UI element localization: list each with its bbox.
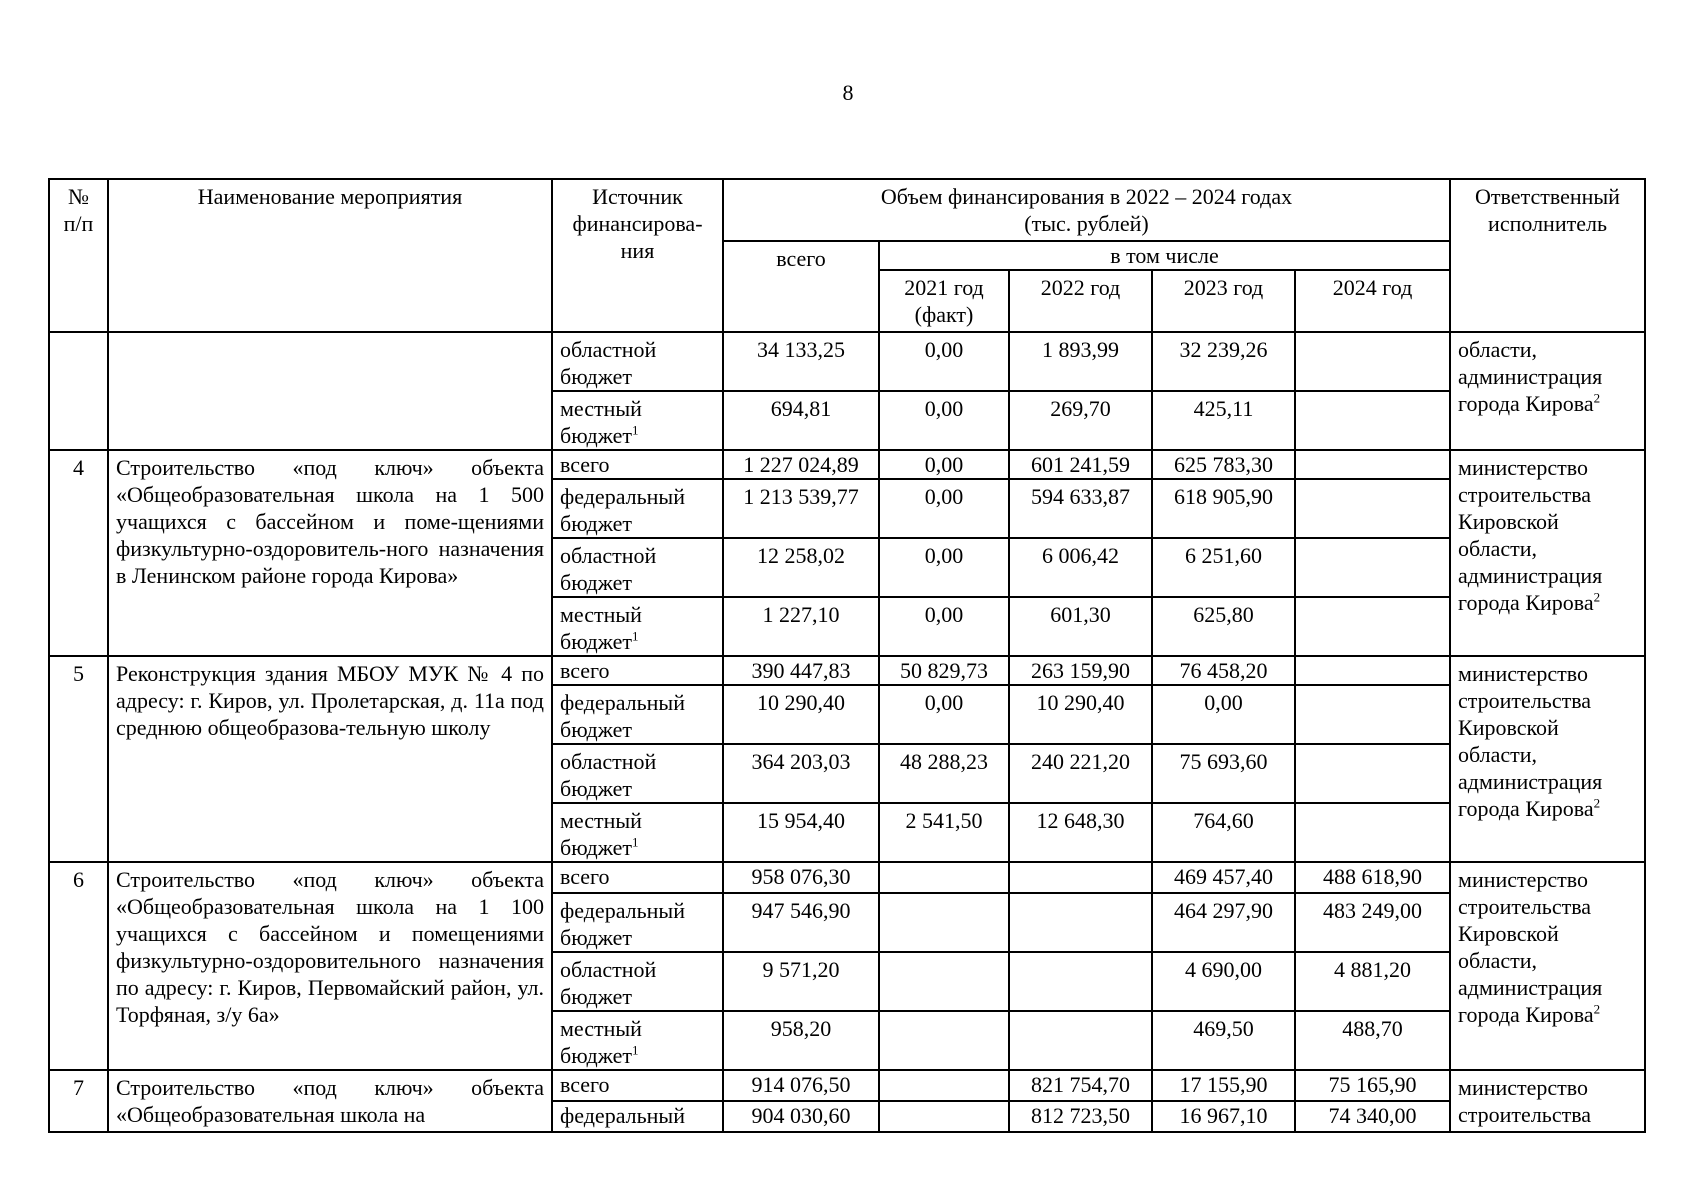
amount-y2024	[1295, 332, 1450, 391]
executor-text: министерство строительства	[1458, 1075, 1592, 1127]
table-row	[49, 332, 1645, 391]
amount-y2021: 48 288,23	[879, 744, 1009, 803]
amount-y2022: 6 006,42	[1009, 538, 1152, 597]
funding-source	[552, 803, 723, 862]
footnote-mark: 2	[1593, 1001, 1601, 1017]
amount-y2022: 10 290,40	[1009, 685, 1152, 744]
amount-total: 914 076,50	[723, 1070, 879, 1101]
funding-source-label: местный бюджет	[560, 1016, 642, 1068]
amount-y2023: 625,80	[1152, 597, 1295, 656]
amount-y2021	[879, 1011, 1009, 1070]
amount-y2022: 601,30	[1009, 597, 1152, 656]
amount-y2022: 269,70	[1009, 391, 1152, 450]
amount-y2023: 764,60	[1152, 803, 1295, 862]
amount-y2021: 50 829,73	[879, 656, 1009, 685]
amount-y2024: 74 340,00	[1295, 1101, 1450, 1132]
header-year-2023: 2023 год	[1152, 270, 1295, 332]
amount-y2024	[1295, 597, 1450, 656]
amount-y2021: 0,00	[879, 597, 1009, 656]
responsible-executor	[1450, 862, 1645, 1070]
amount-total: 904 030,60	[723, 1101, 879, 1132]
amount-total: 1 227 024,89	[723, 450, 879, 479]
executor-text: министерство строительства Кировской области, администрация города Кирова	[1458, 661, 1603, 821]
table-row	[49, 1070, 1645, 1101]
amount-total: 1 213 539,77	[723, 479, 879, 538]
item-number: 6	[49, 862, 108, 1070]
funding-source	[552, 332, 723, 391]
item-number: 7	[49, 1070, 108, 1132]
funding-source-label: федеральный бюджет	[560, 690, 685, 742]
item-name	[108, 332, 552, 450]
funding-source	[552, 538, 723, 597]
funding-source-label: всего	[560, 1072, 610, 1097]
header-year-2021: 2021 год (факт)	[879, 270, 1009, 332]
funding-source-label: всего	[560, 864, 610, 889]
amount-total: 15 954,40	[723, 803, 879, 862]
amount-y2021: 0,00	[879, 685, 1009, 744]
item-name: Строительство «под ключ» объекта «Общеобразовательная школа на 1 100 учащихся с бассейном и помещениями физкультурно-оздоровительного назначения по адресу: г. Киров, Первомайский район, ул. Торфяная, з/у 6а»	[108, 862, 552, 1070]
item-number	[49, 332, 108, 450]
funding-source	[552, 862, 723, 893]
header-num: № п/п	[49, 179, 108, 332]
funding-source-label: федеральный бюджет	[560, 898, 685, 950]
header-year-2022: 2022 год	[1009, 270, 1152, 332]
funding-source-label: областной бюджет	[560, 337, 657, 389]
amount-y2023: 0,00	[1152, 685, 1295, 744]
amount-y2022: 263 159,90	[1009, 656, 1152, 685]
amount-y2021: 2 541,50	[879, 803, 1009, 862]
funding-source-label: местный бюджет	[560, 396, 642, 448]
header-executor: Ответственный исполнитель	[1450, 179, 1645, 332]
amount-y2023: 425,11	[1152, 391, 1295, 450]
responsible-executor	[1450, 332, 1645, 450]
footnote-mark: 2	[1593, 589, 1601, 605]
funding-source-label: местный бюджет	[560, 602, 642, 654]
header-year-2024: 2024 год	[1295, 270, 1450, 332]
header-including: в том числе	[879, 241, 1450, 270]
item-name: Реконструкция здания МБОУ МУК № 4 по адресу: г. Киров, ул. Пролетарская, д. 11а под среднюю общеобразова-тельную школу	[108, 656, 552, 862]
amount-y2021: 0,00	[879, 332, 1009, 391]
amount-y2021	[879, 1070, 1009, 1101]
item-name: Строительство «под ключ» объекта «Общеобразовательная школа на	[108, 1070, 552, 1132]
amount-total: 9 571,20	[723, 952, 879, 1011]
amount-y2021	[879, 862, 1009, 893]
executor-text: области, администрация города Кирова	[1458, 337, 1603, 416]
funding-source-label: федеральный	[560, 1103, 685, 1128]
amount-y2021: 0,00	[879, 450, 1009, 479]
amount-y2022	[1009, 1011, 1152, 1070]
amount-total: 12 258,02	[723, 538, 879, 597]
financing-table	[48, 178, 1646, 1133]
funding-source-label: областной бюджет	[560, 543, 657, 595]
amount-y2023: 469 457,40	[1152, 862, 1295, 893]
amount-total: 958,20	[723, 1011, 879, 1070]
amount-y2024	[1295, 450, 1450, 479]
amount-y2022: 821 754,70	[1009, 1070, 1152, 1101]
funding-source-label: областной бюджет	[560, 957, 657, 1009]
funding-source-label: местный бюджет	[560, 808, 642, 860]
amount-y2022	[1009, 893, 1152, 952]
amount-total: 10 290,40	[723, 685, 879, 744]
amount-y2021	[879, 893, 1009, 952]
table-row	[49, 862, 1645, 893]
footnote-mark: 1	[632, 1042, 639, 1058]
page-number: 8	[842, 80, 854, 105]
item-number: 5	[49, 656, 108, 862]
funding-source	[552, 1070, 723, 1101]
amount-y2024	[1295, 744, 1450, 803]
amount-y2024: 488 618,90	[1295, 862, 1450, 893]
amount-y2023: 618 905,90	[1152, 479, 1295, 538]
amount-y2022: 601 241,59	[1009, 450, 1152, 479]
amount-y2023: 464 297,90	[1152, 893, 1295, 952]
item-number: 4	[49, 450, 108, 656]
responsible-executor	[1450, 1070, 1645, 1132]
amount-y2021: 0,00	[879, 391, 1009, 450]
executor-text: министерство строительства Кировской области, администрация города Кирова	[1458, 867, 1603, 1027]
amount-y2022: 594 633,87	[1009, 479, 1152, 538]
funding-source-label: областной бюджет	[560, 749, 657, 801]
funding-source	[552, 479, 723, 538]
amount-y2024: 75 165,90	[1295, 1070, 1450, 1101]
amount-total: 694,81	[723, 391, 879, 450]
amount-y2023: 32 239,26	[1152, 332, 1295, 391]
amount-y2023: 4 690,00	[1152, 952, 1295, 1011]
amount-y2024	[1295, 538, 1450, 597]
funding-source	[552, 685, 723, 744]
footnote-mark: 1	[632, 422, 639, 438]
amount-y2021: 0,00	[879, 538, 1009, 597]
amount-total: 1 227,10	[723, 597, 879, 656]
funding-source	[552, 656, 723, 685]
footnote-mark: 1	[632, 628, 639, 644]
amount-y2023: 76 458,20	[1152, 656, 1295, 685]
amount-total: 947 546,90	[723, 893, 879, 952]
funding-source	[552, 597, 723, 656]
amount-y2024	[1295, 803, 1450, 862]
amount-y2023: 625 783,30	[1152, 450, 1295, 479]
executor-text: министерство строительства Кировской области, администрация города Кирова	[1458, 455, 1603, 615]
amount-y2021: 0,00	[879, 479, 1009, 538]
responsible-executor	[1450, 656, 1645, 862]
amount-y2022: 1 893,99	[1009, 332, 1152, 391]
amount-y2022	[1009, 862, 1152, 893]
amount-y2023: 469,50	[1152, 1011, 1295, 1070]
header-name: Наименование мероприятия	[108, 179, 552, 332]
amount-y2022: 812 723,50	[1009, 1101, 1152, 1132]
amount-y2024	[1295, 656, 1450, 685]
amount-y2024	[1295, 391, 1450, 450]
amount-y2024: 483 249,00	[1295, 893, 1450, 952]
amount-y2024	[1295, 685, 1450, 744]
funding-source	[552, 893, 723, 952]
amount-total: 364 203,03	[723, 744, 879, 803]
header-total: всего	[723, 241, 879, 332]
footnote-mark: 1	[632, 834, 639, 850]
amount-total: 958 076,30	[723, 862, 879, 893]
amount-total: 390 447,83	[723, 656, 879, 685]
amount-y2023: 17 155,90	[1152, 1070, 1295, 1101]
header-volume: Объем финансирования в 2022 – 2024 годах (тыс. рублей)	[723, 179, 1450, 241]
funding-source	[552, 744, 723, 803]
amount-y2023: 16 967,10	[1152, 1101, 1295, 1132]
funding-source-label: всего	[560, 658, 610, 683]
funding-source	[552, 450, 723, 479]
funding-source	[552, 1011, 723, 1070]
amount-y2022: 12 648,30	[1009, 803, 1152, 862]
amount-y2021	[879, 1101, 1009, 1132]
footnote-mark: 2	[1593, 795, 1601, 811]
responsible-executor	[1450, 450, 1645, 656]
funding-source-label: федеральный бюджет	[560, 484, 685, 536]
funding-source-label: всего	[560, 452, 610, 477]
table-body	[49, 332, 1645, 1132]
amount-total: 34 133,25	[723, 332, 879, 391]
funding-source	[552, 1101, 723, 1132]
amount-y2022: 240 221,20	[1009, 744, 1152, 803]
amount-y2024: 4 881,20	[1295, 952, 1450, 1011]
amount-y2022	[1009, 952, 1152, 1011]
amount-y2021	[879, 952, 1009, 1011]
item-name: Строительство «под ключ» объекта «Общеобразовательная школа на 1 500 учащихся с бассейном и поме-щениями физкультурно-оздоровитель-ного назначения в Ленинском районе города Кирова»	[108, 450, 552, 656]
funding-source	[552, 952, 723, 1011]
header-source: Источник финансирова-ния	[552, 179, 723, 332]
table-row	[49, 656, 1645, 685]
amount-y2024: 488,70	[1295, 1011, 1450, 1070]
funding-source	[552, 391, 723, 450]
amount-y2024	[1295, 479, 1450, 538]
table-row	[49, 450, 1645, 479]
amount-y2023: 75 693,60	[1152, 744, 1295, 803]
footnote-mark: 2	[1593, 390, 1601, 406]
amount-y2023: 6 251,60	[1152, 538, 1295, 597]
